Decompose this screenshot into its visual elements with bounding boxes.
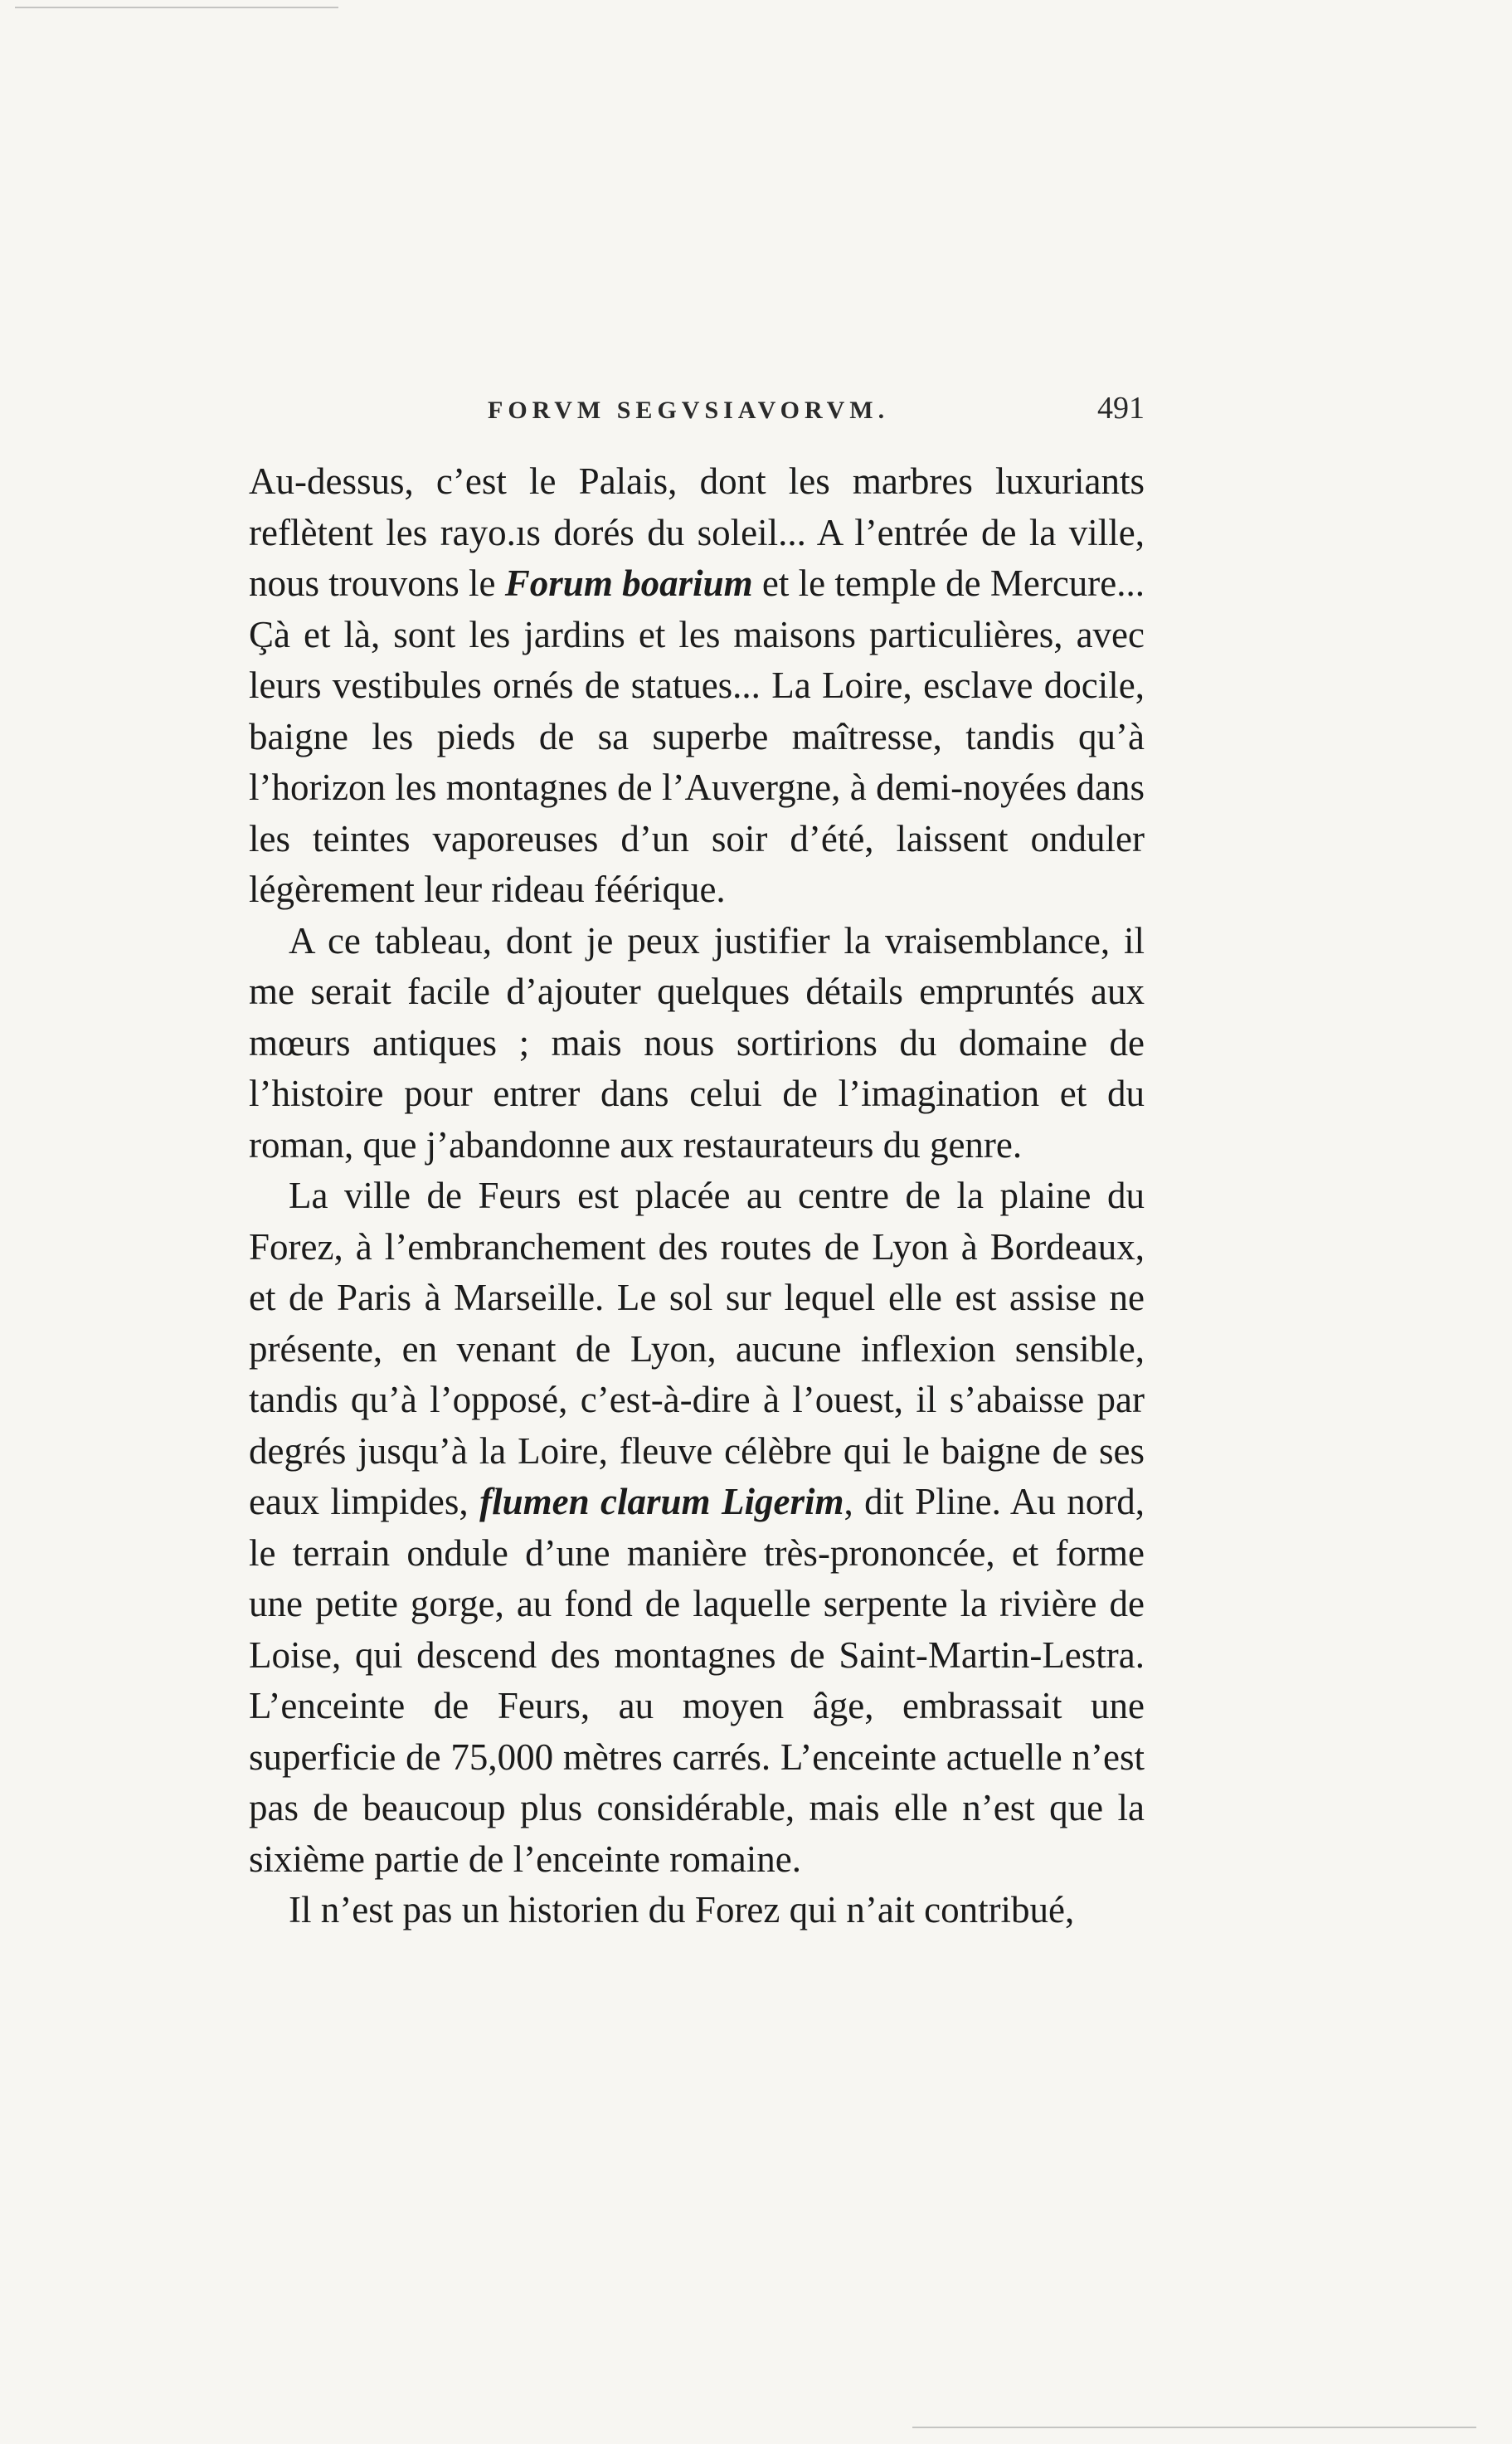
running-title: FORVM SEGVSIAVORVM. xyxy=(488,397,890,424)
bottom-scan-rule xyxy=(912,2427,1476,2428)
paragraph-1-part-2: et le temple de Mercure... Çà et là, sont les jardins et les maisons particulières, avec leurs vestibules ornés de statues... La Loire, esclave docile, baigne les pieds de sa superbe maîtresse, tandis qu’à l’horizon les montagnes de l’Auvergne, à demi-noyées dans les teintes vaporeuses d’un soir d’été, laissent onduler légèrement leur rideau féérique. xyxy=(249,562,1145,910)
paragraph-1 xyxy=(249,456,1145,916)
paragraph-2: A ce tableau, dont je peux justifier la vraisemblance, il me serait facile d’ajouter quelques détails empruntés aux mœurs antiques ; mais nous sortirions du domaine de l’histoire pour entrer dans celui de l’imagination et du roman, que j’abandonne aux restaurateurs du genre. xyxy=(249,919,1145,1166)
running-header xyxy=(249,390,1145,440)
flumen-clarum-italic: flumen clarum Ligerim xyxy=(479,1481,844,1522)
body-text xyxy=(249,456,1145,1936)
paragraph-1-part-1: Au-dessus, c’est le Palais, dont les marbres luxuriants reflètent les rayo.ıs dorés du soleil... A l’entrée de la ville, nous trouvons le xyxy=(249,460,1145,604)
page-number: 491 xyxy=(1097,391,1145,426)
book-page xyxy=(249,390,1145,2091)
top-scan-rule xyxy=(15,7,338,8)
forum-boarium-italic: Forum boarium xyxy=(504,562,753,604)
paragraph-3-part-2: , dit Pline. Au nord, le terrain ondule d’une manière très-prononcée, et forme une petite gorge, au fond de laquelle serpente la rivière de Loise, qui descend des montagnes de Saint-Martin-Lestra. L’enceinte de Feurs, au moyen âge, embrassait une superficie de 75,000 mètres carrés. L’enceinte actuelle n’est pas de beaucoup plus considérable, mais elle n’est que la sixième partie de l’enceinte romaine. xyxy=(249,1481,1145,1880)
paragraph-4: Il n’est pas un historien du Forez qui n’ait contribué, xyxy=(289,1889,1075,1930)
paragraph-3-part-1: La ville de Feurs est placée au centre de la plaine du Forez, à l’embranchement des routes de Lyon à Bordeaux, et de Paris à Marseille. Le sol sur lequel elle est assise ne présente, en venant de Lyon, aucune inflexion sensible, tandis qu’à l’opposé, c’est-à-dire à l’ouest, il s’abaisse par degrés jusqu’à la Loire, fleuve célèbre qui le baigne de ses eaux limpides, xyxy=(249,1175,1145,1522)
paragraph-3 xyxy=(249,1171,1145,1885)
